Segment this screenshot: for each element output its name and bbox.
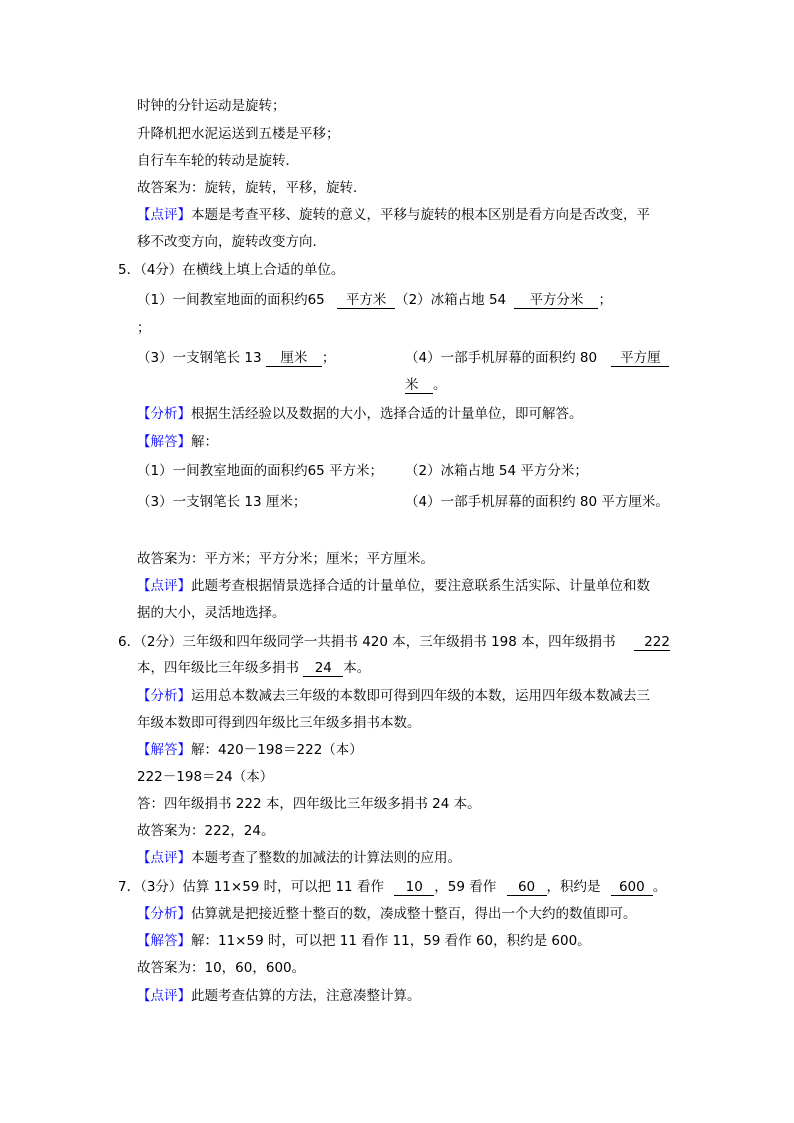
analysis-tag: 【分析】 bbox=[137, 688, 191, 704]
answer-blank: 222 bbox=[634, 634, 670, 651]
answer-blank: 厘米 bbox=[266, 350, 322, 367]
comment-line bbox=[137, 576, 650, 596]
stem-text: 6．（2分）三年级和四年级同学一共捐书 420 本，三年级捐书 198 本，四年级捐书 bbox=[118, 634, 616, 650]
comment-tag: 【点评】 bbox=[137, 578, 191, 594]
part-text: （4）一部手机屏幕的面积约 80 bbox=[405, 350, 598, 366]
solution-line bbox=[137, 740, 363, 760]
answer-line: 故答案为：平方米；平方分米；厘米；平方厘米。 bbox=[137, 551, 434, 567]
comment-text: 本题考查了整数的加减法的计算法则的应用。 bbox=[191, 850, 461, 866]
solution-text: 解： bbox=[191, 434, 218, 450]
analysis-tag: 【分析】 bbox=[137, 906, 191, 922]
solution-line: （2）冰箱占地 54 平方分米； bbox=[405, 463, 588, 479]
question-5-part-4-cont bbox=[405, 375, 447, 395]
part-text: （2）冰箱占地 54 bbox=[395, 292, 507, 308]
comment-line: 移不改变方向，旋转改变方向． bbox=[137, 234, 326, 250]
solution-line: 答：四年级捐书 222 本，四年级比三年级多捐书 24 本。 bbox=[137, 796, 481, 812]
question-6-stem-cont bbox=[137, 658, 370, 678]
analysis-line bbox=[137, 404, 583, 424]
comment-line bbox=[137, 848, 461, 868]
solution-tag: 【解答】 bbox=[137, 742, 191, 758]
answer-blank: 24 bbox=[303, 660, 343, 677]
stem-text: ，59 看作 bbox=[434, 879, 497, 895]
solution-tag: 【解答】 bbox=[137, 933, 191, 949]
question-7-stem bbox=[118, 877, 666, 897]
answer-blank: 600 bbox=[611, 879, 653, 896]
comment-tag: 【点评】 bbox=[137, 988, 191, 1004]
punct: ； bbox=[598, 292, 612, 308]
comment-line bbox=[137, 205, 650, 225]
part-text: （3）一支钢笔长 13 bbox=[137, 350, 262, 366]
solution-text: 解：420－198＝222（本） bbox=[191, 742, 363, 758]
solution-line: 222－198＝24（本） bbox=[137, 769, 274, 785]
solution-line bbox=[137, 432, 218, 452]
comment-line: 据的大小，灵活地选择。 bbox=[137, 605, 286, 621]
stem-text: 7．（3分）估算 11×59 时，可以把 11 看作 bbox=[118, 879, 384, 895]
text-line: 升降机把水泥运送到五楼是平移； bbox=[137, 126, 340, 142]
solution-text: 解：11×59 时，可以把 11 看作 11，59 看作 60，积约是 600。 bbox=[191, 933, 591, 949]
text-line: 时钟的分针运动是旋转； bbox=[137, 98, 286, 114]
comment-line bbox=[137, 986, 421, 1006]
analysis-line bbox=[137, 904, 637, 924]
question-6-stem bbox=[118, 632, 670, 652]
answer-line: 故答案为：222，24。 bbox=[137, 823, 275, 839]
stem-text: 本，四年级比三年级多捐书 bbox=[137, 660, 299, 676]
answer-blank: 60 bbox=[507, 879, 547, 896]
solution-tag: 【解答】 bbox=[137, 434, 191, 450]
stem-text: 本。 bbox=[343, 660, 371, 676]
comment-tag: 【点评】 bbox=[137, 850, 191, 866]
stem-text: ，积约是 bbox=[546, 879, 601, 895]
analysis-text: 运用总本数减去三年级的本数即可得到四年级的本数，运用四年级本数减去三 bbox=[191, 688, 650, 704]
comment-tag: 【点评】 bbox=[137, 207, 191, 223]
comment-text: 此题考查估算的方法，注意凑整计算。 bbox=[191, 988, 421, 1004]
text-line: 自行车车轮的转动是旋转． bbox=[137, 153, 299, 169]
answer-blank: 平方分米 bbox=[514, 292, 598, 309]
solution-line: （4）一部手机屏幕的面积约 80 平方厘米。 bbox=[405, 494, 669, 510]
answer-blank: 平方米 bbox=[337, 292, 395, 309]
answer-blank: 米 bbox=[405, 377, 433, 394]
analysis-tag: 【分析】 bbox=[137, 406, 191, 422]
punct: ； bbox=[321, 350, 336, 366]
question-5-part-1-2 bbox=[137, 290, 612, 310]
analysis-text: 估算就是把接近整十整百的数，凑成整十整百，得出一个大约的数值即可。 bbox=[191, 906, 637, 922]
question-5-part-3 bbox=[137, 348, 335, 368]
stem-text: 。 bbox=[652, 879, 667, 895]
analysis-text: 根据生活经验以及数据的大小，选择合适的计量单位，即可解答。 bbox=[191, 406, 583, 422]
solution-line: （3）一支钢笔长 13 厘米； bbox=[137, 494, 307, 510]
comment-text: 此题考查根据情景选择合适的计量单位，要注意联系生活实际、计量单位和数 bbox=[191, 578, 650, 594]
answer-line: 故答案为：旋转，旋转，平移，旋转． bbox=[137, 180, 367, 196]
question-5-part-4 bbox=[405, 348, 669, 368]
answer-blank: 平方厘 bbox=[611, 350, 669, 367]
answer-blank: 10 bbox=[394, 879, 434, 896]
solution-line bbox=[137, 931, 591, 951]
punct: 。 bbox=[433, 377, 447, 393]
solution-line: （1）一间教室地面的面积约65 平方米； bbox=[137, 463, 384, 479]
analysis-line: 年级本数即可得到四年级比三年级多捐书本数。 bbox=[137, 715, 421, 731]
analysis-line bbox=[137, 686, 650, 706]
answer-line: 故答案为：10，60，600。 bbox=[137, 960, 306, 976]
comment-text: 本题是考查平移、旋转的意义，平移与旋转的根本区别是看方向是否改变，平 bbox=[191, 207, 650, 223]
part-text: （1）一间教室地面的面积约65 bbox=[137, 292, 325, 308]
question-5-stem: 5．（4分）在横线上填上合适的单位。 bbox=[118, 262, 345, 278]
stray-semicolon: ； bbox=[137, 320, 151, 336]
